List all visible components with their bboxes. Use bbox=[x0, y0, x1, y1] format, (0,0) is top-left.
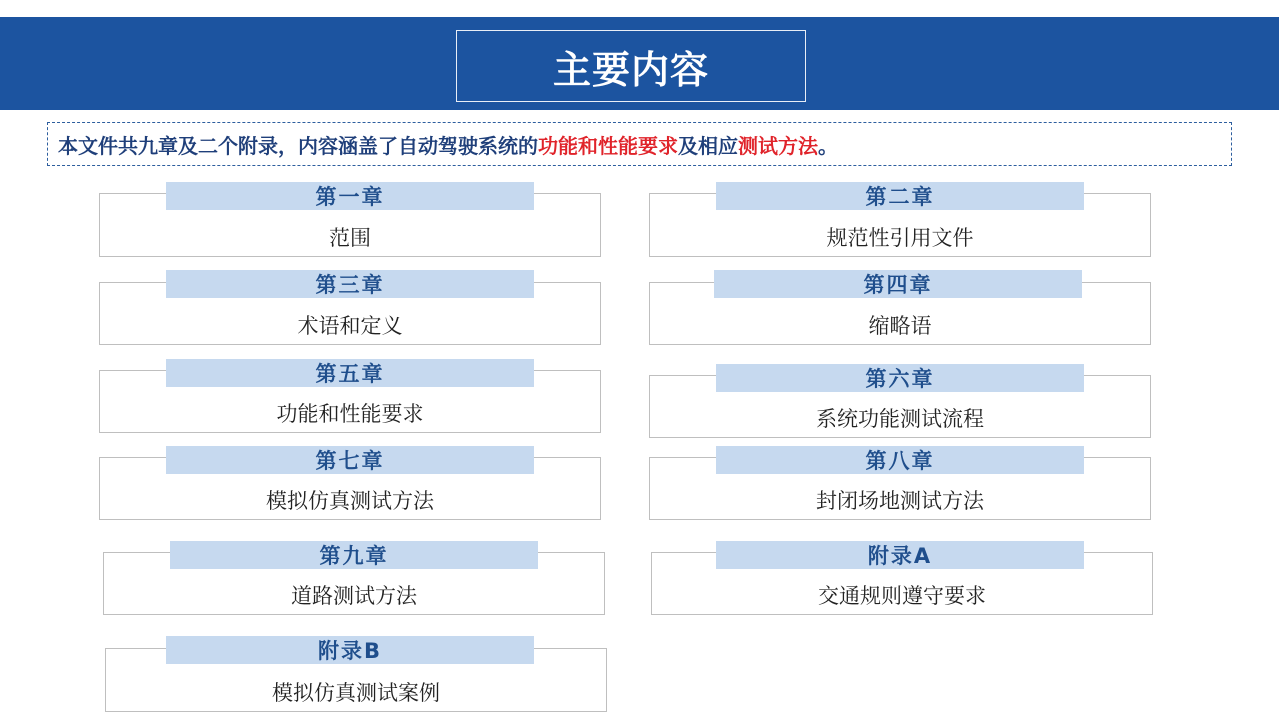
chapter-content: 缩略语 bbox=[868, 314, 932, 338]
chapter-label: 第三章 bbox=[166, 270, 534, 298]
chapter-label: 第五章 bbox=[166, 359, 534, 387]
page-title: 主要内容 bbox=[456, 30, 806, 102]
chapter-label: 第四章 bbox=[714, 270, 1082, 298]
summary-text: 本文件共九章及二个附录，内容涵盖了自动驾驶系统的 bbox=[58, 133, 538, 158]
chapter-content: 规范性引用文件 bbox=[826, 226, 974, 250]
summary-highlight-function: 功能和性能要求 bbox=[538, 133, 678, 158]
summary-text-end: 。 bbox=[818, 133, 838, 158]
chapter-label: 第九章 bbox=[170, 541, 538, 569]
chapter-content: 功能和性能要求 bbox=[276, 402, 424, 426]
appendix-content: 模拟仿真测试案例 bbox=[272, 681, 440, 705]
chapter-content: 封闭场地测试方法 bbox=[816, 489, 984, 513]
chapter-content: 道路测试方法 bbox=[291, 584, 417, 608]
summary-text-mid: 及相应 bbox=[678, 133, 738, 158]
appendix-content: 交通规则遵守要求 bbox=[818, 584, 986, 608]
chapter-label: 第八章 bbox=[716, 446, 1084, 474]
chapter-content: 模拟仿真测试方法 bbox=[266, 489, 434, 513]
chapter-content: 系统功能测试流程 bbox=[816, 407, 984, 431]
appendix-label: 附录B bbox=[166, 636, 534, 664]
chapter-label: 第一章 bbox=[166, 182, 534, 210]
summary-box bbox=[47, 122, 1232, 166]
chapter-content: 范围 bbox=[329, 226, 371, 250]
chapter-label: 第七章 bbox=[166, 446, 534, 474]
appendix-label: 附录A bbox=[716, 541, 1084, 569]
chapter-label: 第二章 bbox=[716, 182, 1084, 210]
chapter-label: 第六章 bbox=[716, 364, 1084, 392]
summary-highlight-test: 测试方法 bbox=[738, 133, 818, 158]
chapter-content: 术语和定义 bbox=[297, 314, 403, 338]
